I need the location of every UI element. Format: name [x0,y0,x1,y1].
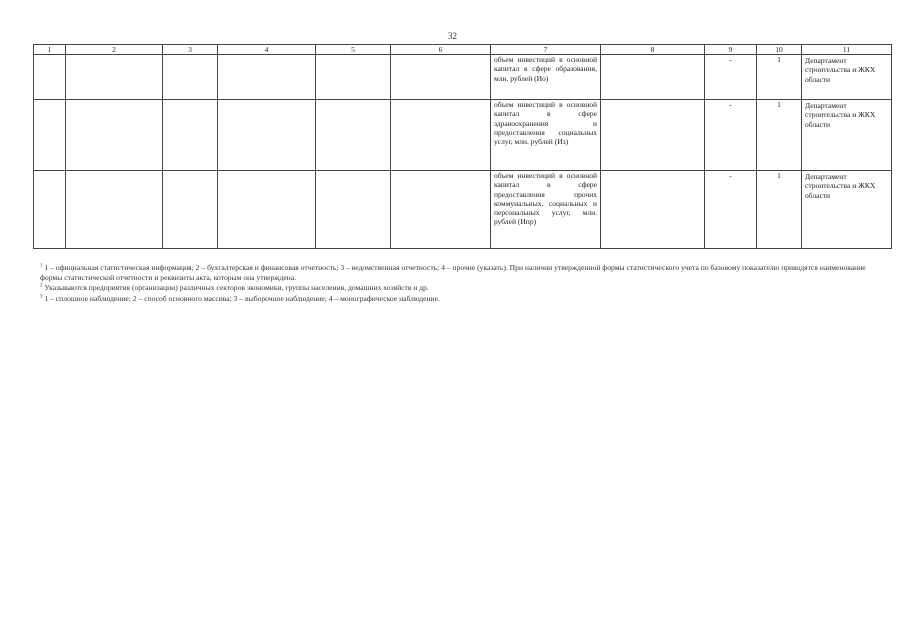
header-cell: 2 [66,45,163,55]
table-cell [391,55,491,100]
footnote-mark: 3 [40,294,43,300]
table-cell [218,171,316,249]
table-cell: 1 [757,171,802,249]
header-cell: 6 [391,45,491,55]
table-cell [66,55,163,100]
footnote-text: Указываются предприятия (организации) различных секторов экономики, группы населения, домашних хозяйств и др. [44,283,429,293]
table-cell: 1 [757,55,802,100]
table-cell [316,100,391,171]
table-cell [34,171,66,249]
table-cell [163,171,218,249]
header-cell: 10 [757,45,802,55]
table-row [34,55,892,100]
header-cell: 8 [601,45,705,55]
header-cell: 11 [802,45,892,55]
table-row [34,171,892,249]
table-cell: 1 [757,100,802,171]
footnote [40,294,880,304]
table-cell [34,100,66,171]
responsible-cell: Департамент строительства и ЖКХ области [802,55,892,100]
table-cell [34,55,66,100]
table-cell [66,171,163,249]
footnote-text: 1 – сплошное наблюдение; 2 – способ основного массива; 3 – выборочное наблюдение; 4 – монографическое наблюдение. [44,293,440,303]
indicators-table [33,44,892,249]
header-cell: 4 [218,45,316,55]
header-cell: 5 [316,45,391,55]
footnote [40,283,880,293]
header-cell: 9 [705,45,757,55]
table-cell [601,55,705,100]
header-cell: 1 [34,45,66,55]
table-cell [218,100,316,171]
table-row [34,100,892,171]
table-cell: - [705,171,757,249]
table-cell: - [705,55,757,100]
table-cell: - [705,100,757,171]
table-cell [218,55,316,100]
table-cell [66,100,163,171]
page-number: 32 [448,31,457,41]
table-cell [391,100,491,171]
header-cell: 7 [491,45,601,55]
indicator-cell: объем инвестиций в основной капитал в сфере образования, млн. рублей (Ио) [491,55,601,100]
footnotes [40,263,880,304]
table-cell [391,171,491,249]
table-cell [316,55,391,100]
table-cell [316,171,391,249]
table-cell [601,171,705,249]
footnote-text: 1 – официальная статистическая информация; 2 – бухгалтерская и финансовая отчетность; 3 – ведомственная отчетность; 4 – прочие (указать). При наличии утвержденной формы статистического учета по базовому показателю приводятся наименование формы статистической отчетности и реквизиты акта, которым она утверждена. [40,263,866,283]
table-cell [601,100,705,171]
responsible-cell: Департамент строительства и ЖКХ области [802,100,892,171]
responsible-cell: Департамент строительства и ЖКХ области [802,171,892,249]
indicator-cell: объем инвестиций в основной капитал в сфере здравоохранения и предоставления социальных услуг, млн. рублей (Из) [491,100,601,171]
footnote-mark: 2 [40,283,43,289]
footnote-mark: 1 [40,263,43,269]
table-cell [163,55,218,100]
footnote [40,263,880,283]
indicator-cell: объем инвестиций в основной капитал в сфере предоставления прочих коммунальных, социальных и персональных услуг, млн. рублей (Ипр) [491,171,601,249]
header-cell: 3 [163,45,218,55]
table-header-row [34,45,892,55]
table-cell [163,100,218,171]
